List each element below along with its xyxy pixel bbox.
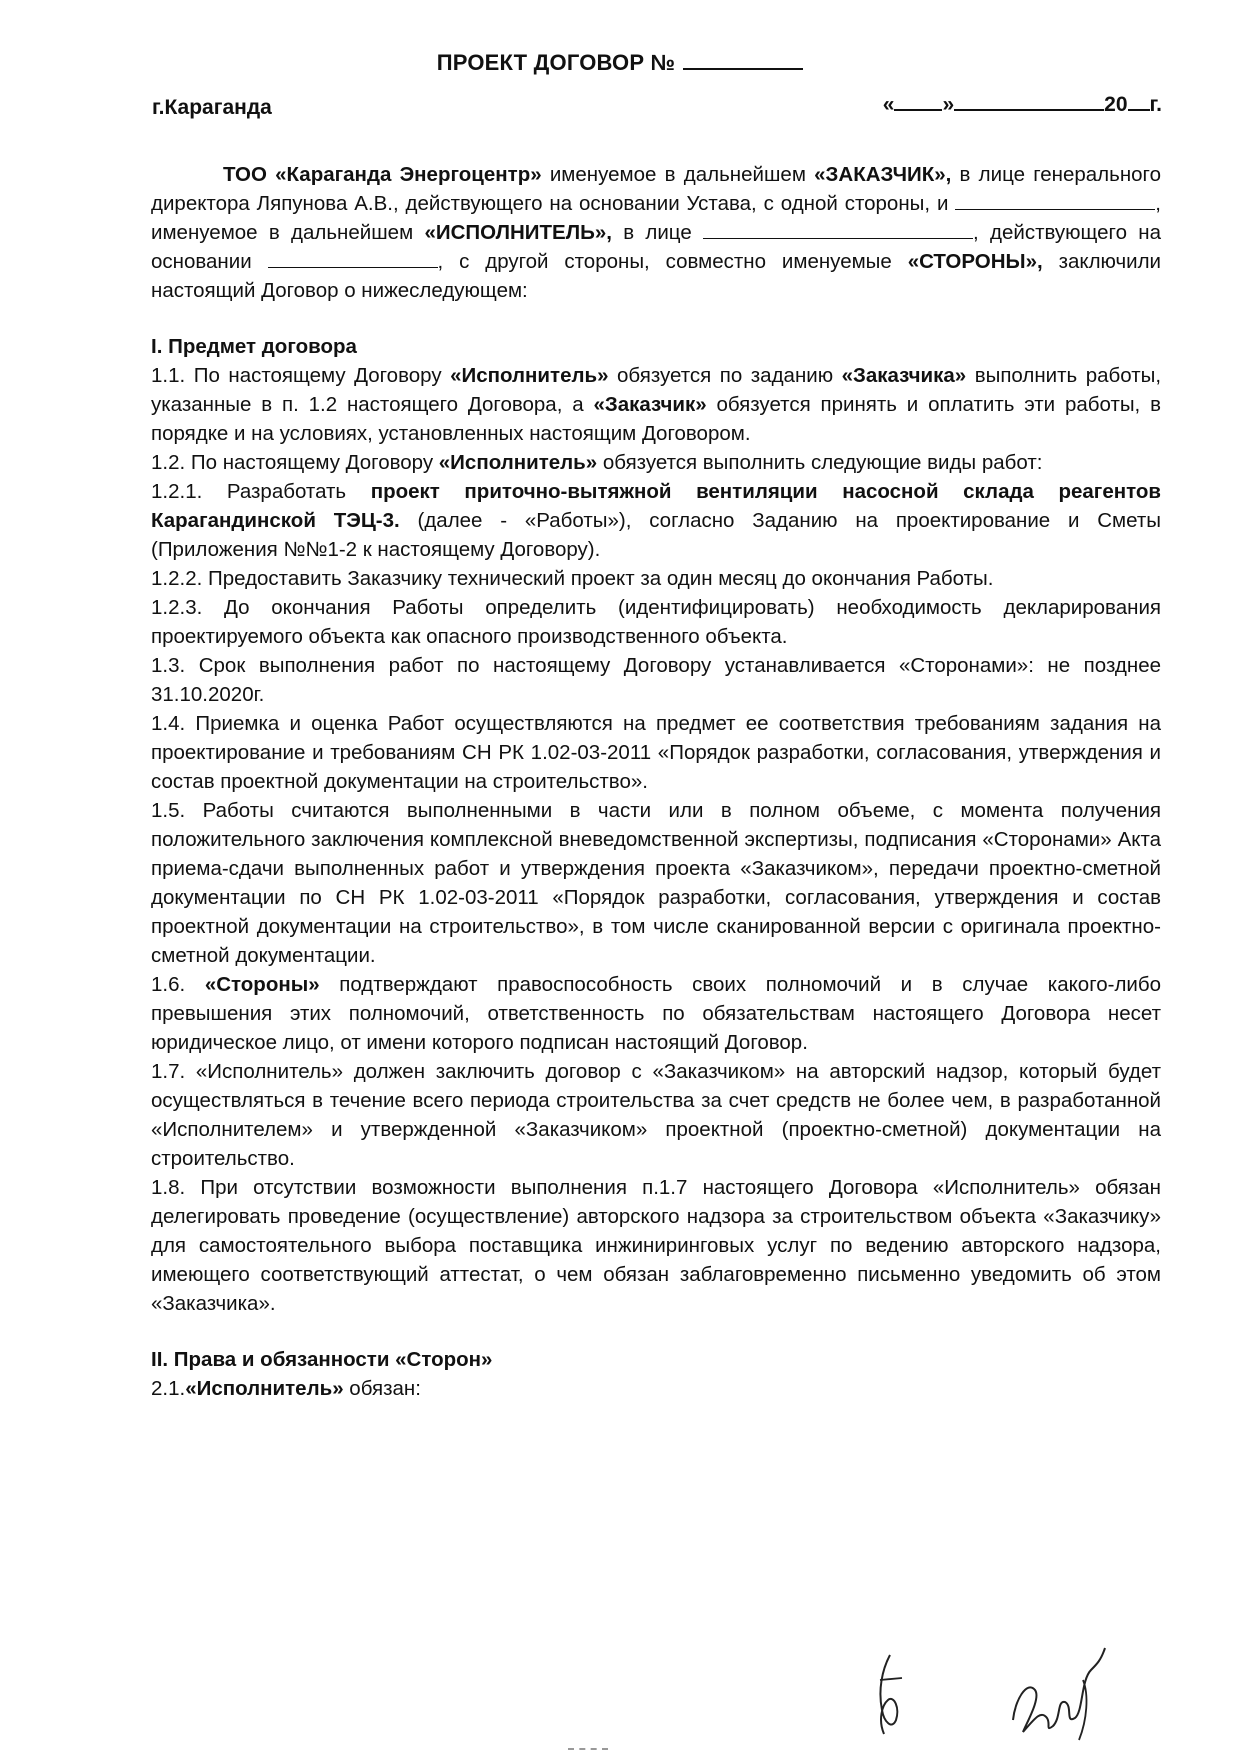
clause-bold: «Исполнитель» bbox=[438, 451, 598, 474]
clause-text: 1.1. По настоящему Договору bbox=[151, 364, 451, 387]
clause-1-5: 1.5. Работы считаются выполненными в части или в полном объеме, с момента получения положительного заключения комплексной вневедомственной экспертизы, подписания «Сторонами» Акта приема-сдачи выполненных работ и утверждения проекта «Заказчиком», передачи проектно-сметной документации по СН РК 1.02-03-2011 «Порядок разработки, согласования, утверждения и состав проектной документации на строительство», в том числе сканированной версии с оригинала проектно-сметной документации. bbox=[151, 799, 1161, 967]
intro-text: в лице генерального директора Ляпунова А.В., действующего на основании Устава, с одной стороны, и bbox=[151, 163, 1161, 215]
city: г.Караганда bbox=[152, 96, 272, 119]
signature-stroke bbox=[880, 1678, 902, 1680]
intro-text: заключили настоящий Договор о нижеследующем: bbox=[151, 250, 1161, 302]
date-close-quote: » bbox=[942, 93, 955, 116]
handwritten-signature bbox=[1005, 1640, 1115, 1750]
clause-text: 1.2. По настоящему Договору bbox=[151, 451, 439, 474]
initials-signature bbox=[860, 1650, 920, 1740]
clause-text: 1.2.1. Разработать bbox=[151, 480, 371, 503]
clause-1-6 bbox=[151, 970, 1161, 1057]
year-blank bbox=[1128, 92, 1150, 111]
clause-1-8: 1.8. При отсутствии возможности выполнения п.1.7 настоящего Договора «Исполнитель» обязан делегировать проведение (осуществление) авторского надзора за строительством объекта «Заказчику» для самостоятельного выбора поставщика инжиниринговых услуг по ведению авторского надзора, имеющего соответствующий аттестат, о чем обязан заблаговременно письменно уведомить об этом «Заказчика». bbox=[151, 1176, 1161, 1315]
clause-text: 1.6. bbox=[151, 973, 205, 996]
basis-blank bbox=[268, 248, 438, 268]
contract-date bbox=[883, 92, 1162, 117]
intro-text: в лице bbox=[611, 221, 704, 244]
clause-text: 2.1. bbox=[151, 1377, 186, 1400]
clause-1-7: 1.7. «Исполнитель» должен заключить договор с «Заказчиком» на авторский надзор, который будет осуществляться в течение всего периода строительства за счет средств не более чем, в разработанной «Исполнителем» и утвержденной «Заказчиком» проектной (проектно-сметной) документации на строительство. bbox=[151, 1060, 1161, 1170]
page-edge-mark bbox=[568, 1748, 608, 1750]
signature-stroke bbox=[880, 1655, 897, 1734]
section-1-heading: I. Предмет договора bbox=[151, 335, 357, 358]
day-blank bbox=[894, 92, 942, 111]
contract-title bbox=[0, 50, 1240, 76]
intro-text: именуемое в дальнейшем bbox=[541, 163, 815, 186]
clause-bold: «Заказчика» bbox=[841, 364, 967, 387]
contract-body bbox=[151, 160, 1161, 1403]
intro-text: , именуемое в дальнейшем bbox=[151, 192, 1161, 244]
clause-1-2-2: 1.2.2. Предоставить Заказчику технический проект за один месяц до окончания Работы. bbox=[151, 567, 994, 590]
clause-1-2-3: 1.2.3. До окончания Работы определить (идентифицировать) необходимость декларирования проектируемого объекта как опасного производственного объекта. bbox=[151, 596, 1161, 648]
intro-paragraph bbox=[151, 160, 1161, 305]
title-text: ПРОЕКТ ДОГОВОР № bbox=[436, 50, 676, 75]
clause-bold: «Исполнитель» bbox=[185, 1377, 344, 1400]
intro-text: , действующего на основании bbox=[151, 221, 1161, 273]
representative-blank bbox=[703, 219, 973, 239]
month-blank bbox=[954, 92, 1104, 111]
section-2-heading: II. Права и обязанности «Сторон» bbox=[151, 1348, 493, 1371]
signature-stroke bbox=[1013, 1648, 1105, 1732]
clause-text: обязуется выполнить следующие виды работ: bbox=[597, 451, 1043, 474]
clause-text: выполнить работы, указанные в п. 1.2 настоящего Договора, а bbox=[151, 364, 1162, 416]
clause-bold: «Стороны» bbox=[204, 973, 320, 996]
clause-bold: «Заказчик» bbox=[593, 393, 707, 416]
clause-1-2-1 bbox=[151, 477, 1161, 564]
clause-text: обязуется принять и оплатить эти работы, в порядке и на условиях, установленных настоящим Договором. bbox=[151, 393, 1161, 445]
customer-name: ТОО «Караганда Энергоцентр» bbox=[223, 163, 542, 186]
parties-label: «СТОРОНЫ», bbox=[907, 250, 1043, 273]
date-year: 20 bbox=[1104, 93, 1128, 116]
clause-2-1 bbox=[151, 1374, 1161, 1403]
clause-text: обязуется по заданию bbox=[608, 364, 842, 387]
clause-1-1 bbox=[151, 361, 1161, 448]
clause-1-2 bbox=[151, 448, 1161, 477]
clause-bold: «Исполнитель» bbox=[450, 364, 609, 387]
intro-text: , с другой стороны, совместно именуемые bbox=[437, 250, 908, 273]
clause-bold: проект приточно-вытяжной вентиляции насосной склада реагентов Карагандинской ТЭЦ-3. bbox=[151, 480, 1162, 532]
clause-1-3: 1.3. Срок выполнения работ по настоящему Договору устанавливается «Сторонами»: не позднее 31.10.2020г. bbox=[151, 654, 1161, 706]
contractor-name-blank bbox=[955, 190, 1155, 210]
clause-text: подтверждают правоспособность своих полномочий и в случае какого-либо превышения этих полномочий, ответственность по обязательствам настоящего Договора несет юридическое лицо, от имени которого подписан настоящий Договор. bbox=[151, 973, 1162, 1054]
clause-text: (далее - «Работы»), согласно Заданию на проектирование и Сметы (Приложения №№1-2 к настоящему Договору). bbox=[151, 509, 1161, 561]
date-suffix: г. bbox=[1149, 93, 1162, 116]
contract-number-blank bbox=[683, 50, 803, 70]
clause-text: обязан: bbox=[343, 1377, 421, 1400]
date-open-quote: « bbox=[882, 93, 895, 116]
customer-label: «ЗАКАЗЧИК», bbox=[814, 163, 952, 186]
contractor-label: «ИСПОЛНИТЕЛЬ», bbox=[424, 221, 612, 244]
clause-1-4: 1.4. Приемка и оценка Работ осуществляются на предмет ее соответствия требованиям задания на проектирование и требованиям СН РК 1.02-03-2011 «Порядок разработки, согласования, утверждения и состав проектной документации на строительство». bbox=[151, 712, 1161, 793]
